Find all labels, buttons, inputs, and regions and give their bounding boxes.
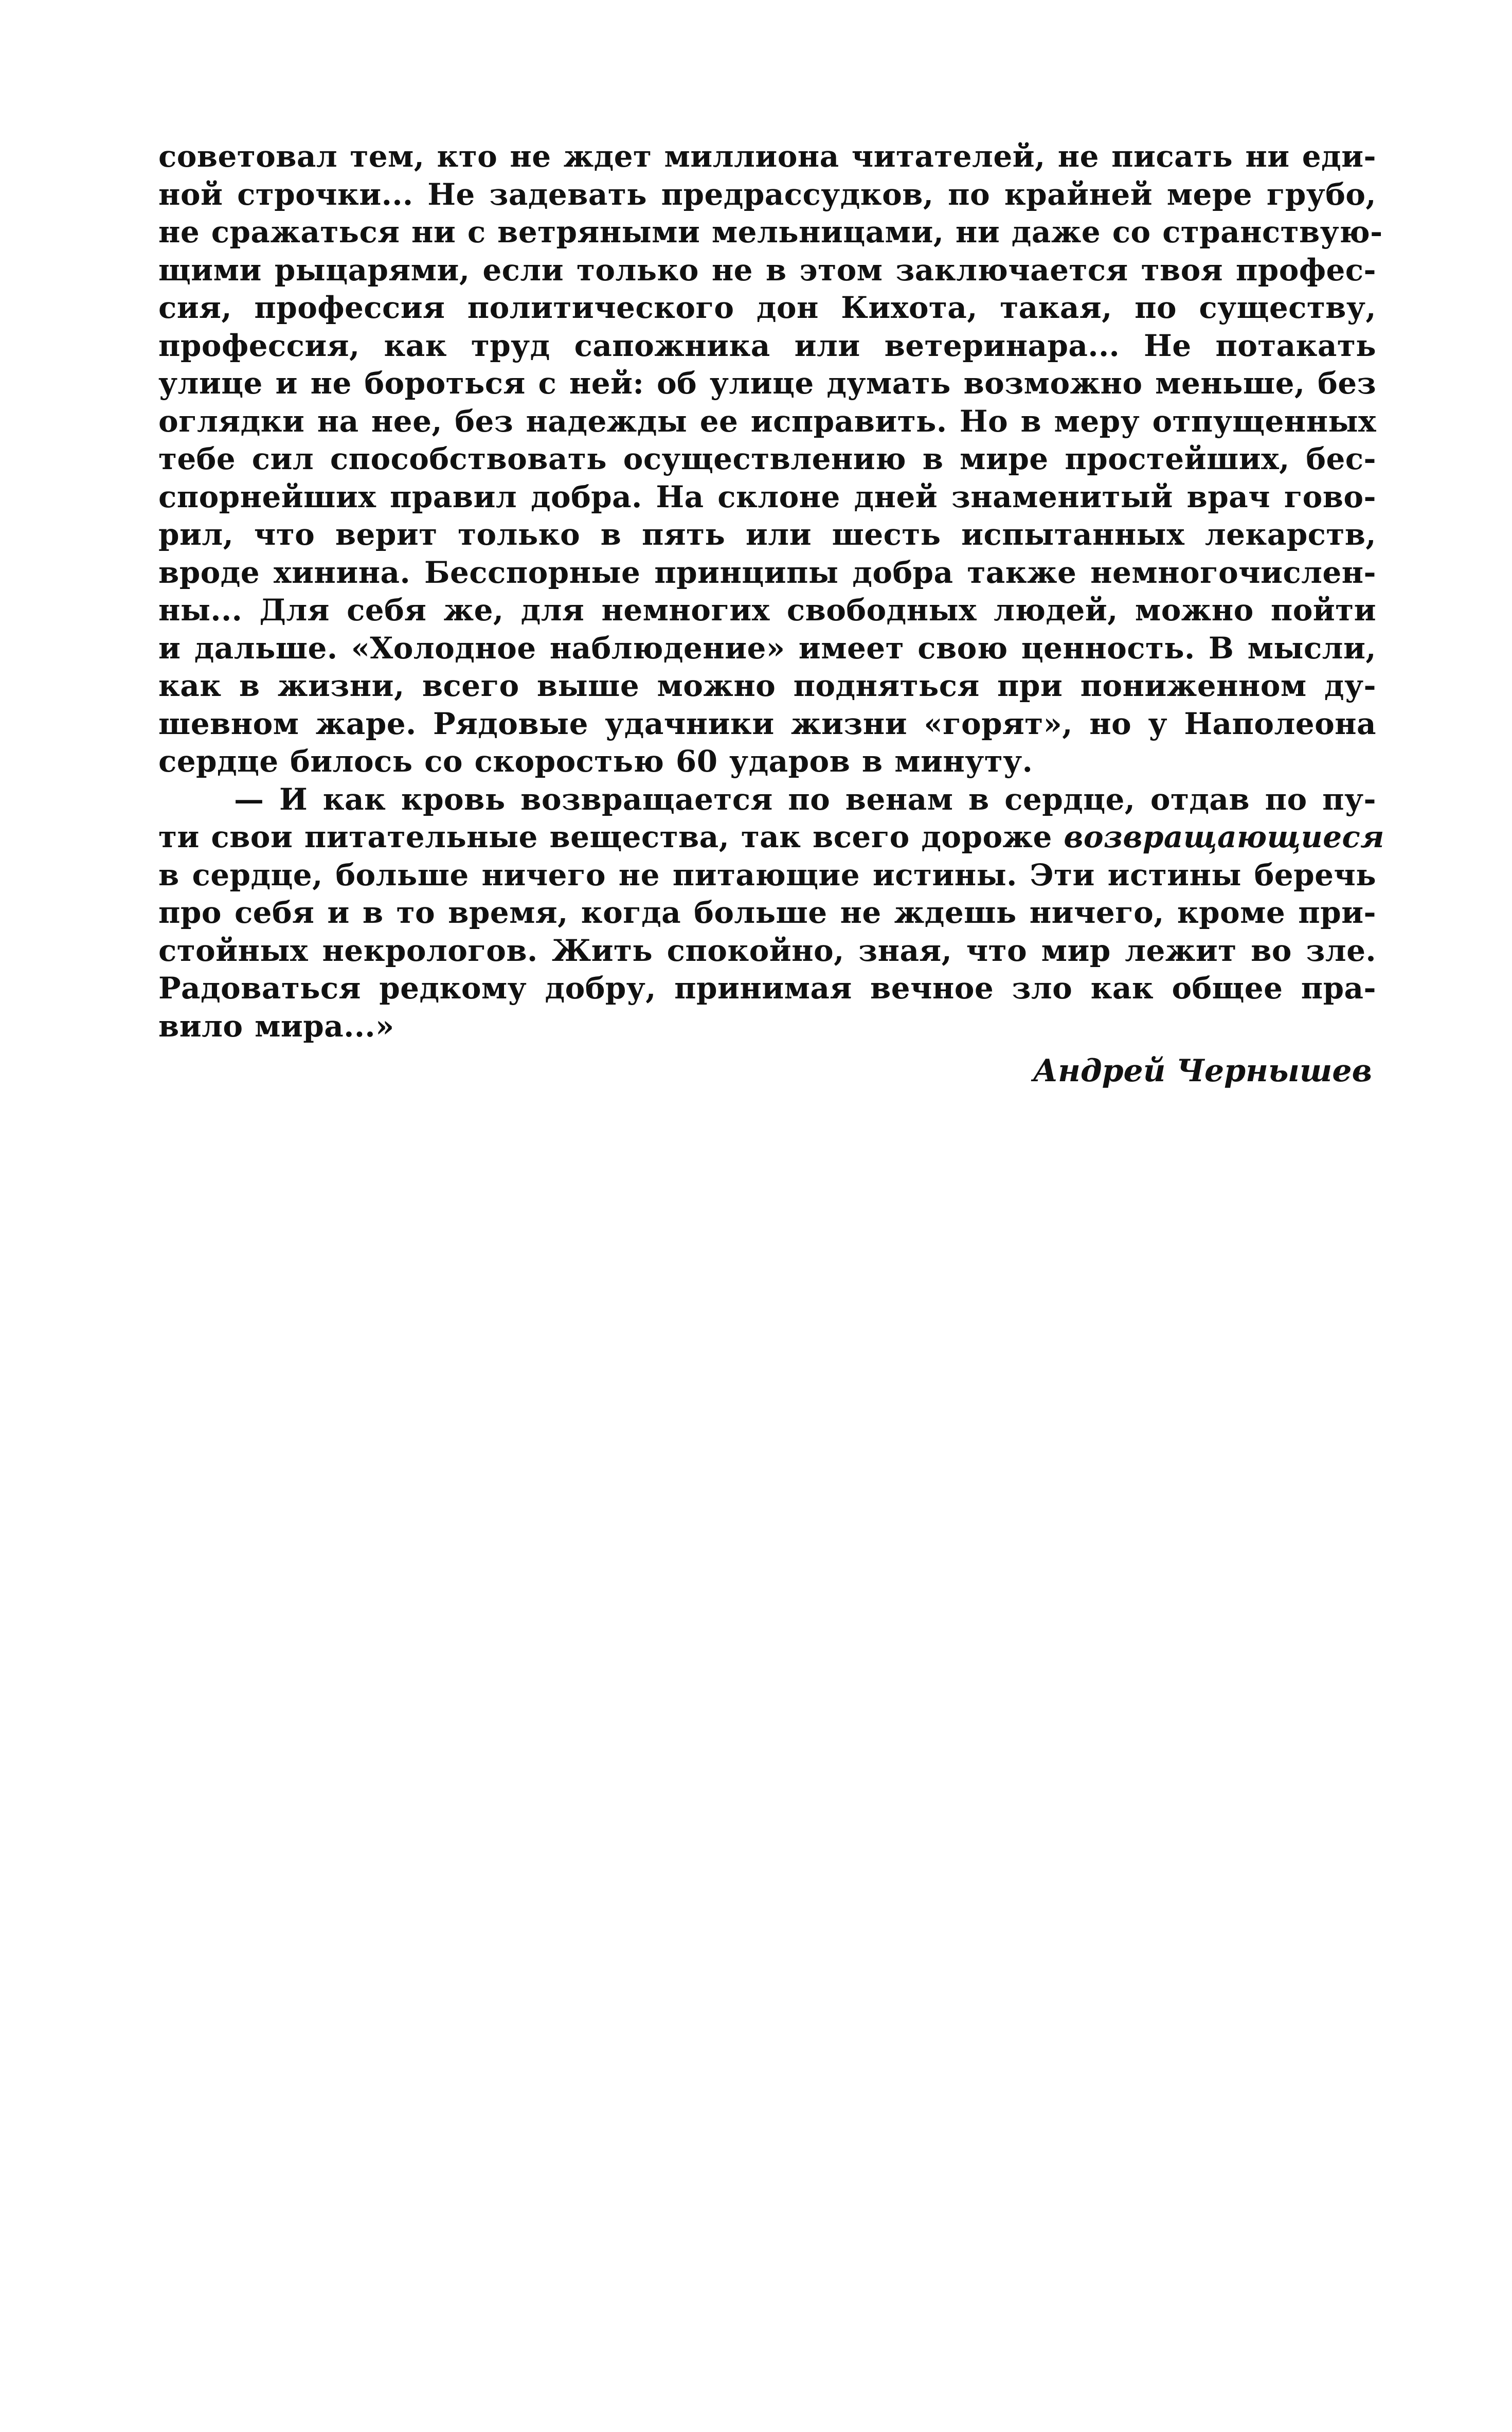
text-line: Радоваться редкому добру, принимая вечное зло как общее пра- [158, 971, 1376, 1006]
text-line: тебе сил способствовать осуществлению в мире простейших, бес- [158, 441, 1376, 476]
text-line-with-emphasis [158, 818, 1384, 856]
text-line: спорнейших правил добра. На склоне дней знаменитый врач гово- [158, 479, 1376, 514]
text-line: улице и не бороться с ней: об улице думать возможно меньше, без [158, 366, 1376, 401]
text-line: профессия, как труд сапожника или ветеринара... Не потакать [158, 328, 1376, 363]
text-line: стойных некрологов. Жить спокойно, зная, что мир лежит во зле. [158, 933, 1376, 968]
text-line: сия, профессия политического дон Кихота, такая, по существу, [158, 290, 1376, 325]
text-line: вило мира...» [158, 1008, 394, 1044]
paragraph-1 [158, 138, 1383, 781]
text-line: как в жизни, всего выше можно подняться при пониженном ду- [158, 668, 1376, 703]
text-line: ны... Для себя же, для немногих свободных людей, можно пойти [158, 593, 1376, 628]
page-text [158, 138, 1384, 1092]
text-line: вроде хинина. Бесспорные принципы добра также немногочислен- [158, 555, 1376, 590]
text-line: шевном жаре. Рядовые удачники жизни «горят», но у Наполеона [158, 706, 1376, 741]
text-line: сердце билось со скоростью 60 ударов в минуту. [158, 744, 1033, 779]
text-line: не сражаться ни с ветряными мельницами, ни даже со странствую- [158, 214, 1383, 249]
text-line: и дальше. «Холодное наблюдение» имеет свою ценность. В мысли, [158, 630, 1376, 666]
text-line: — И как кровь возвращается по венам в сердце, отдав по пу- [234, 781, 1376, 817]
text-line: щими рыцарями, если только не в этом заключается твоя профес- [158, 252, 1376, 288]
paragraph-2 [158, 781, 1384, 1046]
text-fragment: ти свои питательные вещества, так всего дороже [158, 819, 1064, 854]
text-line: про себя и в то время, когда больше не ждешь ничего, кроме при- [158, 895, 1376, 930]
author-signature: Андрей Чернышев [1033, 1053, 1372, 1089]
text-line: оглядки на нее, без надежды ее исправить. Но в меру отпущенных [158, 403, 1376, 439]
text-line: ной строчки... Не задевать предрассудков, по крайней мере грубо, [158, 176, 1376, 212]
text-line: в сердце, больше ничего не питающие истины. Эти истины беречь [158, 857, 1376, 892]
emphasized-word: возвращающиеся [1064, 819, 1384, 854]
text-line: советовал тем, кто не ждет миллиона читателей, не писать ни еди- [158, 139, 1376, 174]
text-line: рил, что верит только в пять или шесть испытанных лекарств, [158, 517, 1376, 552]
